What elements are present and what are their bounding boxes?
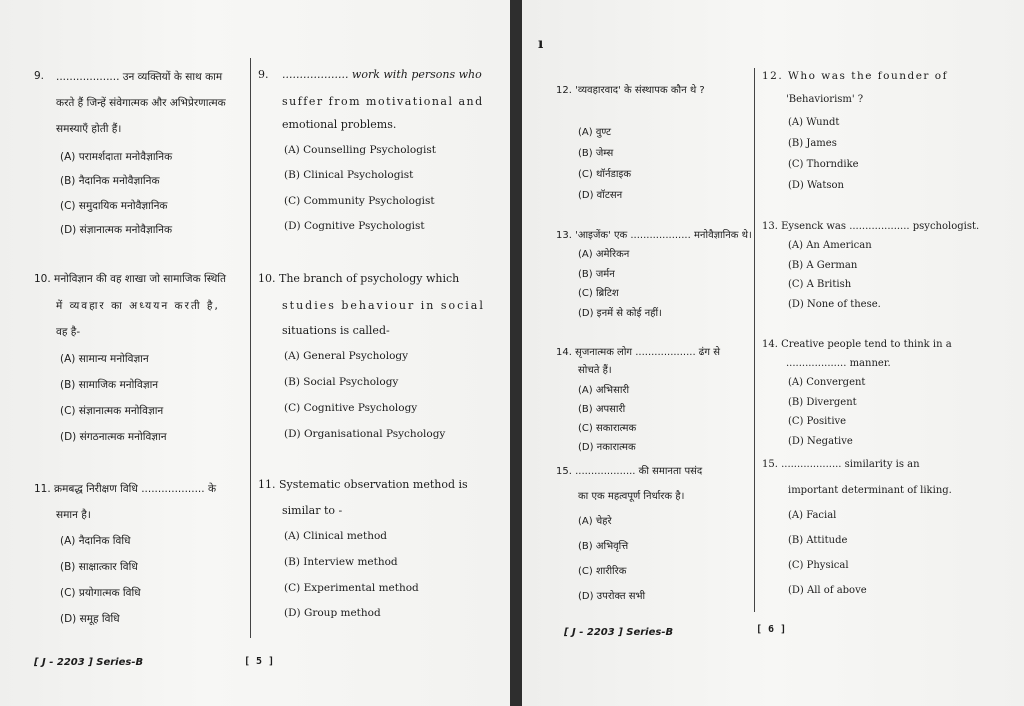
q14-en-option-d: (D) Negative bbox=[788, 436, 853, 447]
q10-hi-line3: वह है- bbox=[56, 326, 81, 338]
right-page bbox=[522, 0, 1024, 706]
q10-en-line3: situations is called- bbox=[282, 324, 390, 337]
q10-en-option-a: (A) General Psychology bbox=[284, 350, 409, 362]
q14-en-line2: ................... manner. bbox=[786, 358, 891, 369]
q15-en-option-c: (C) Physical bbox=[788, 560, 849, 571]
q9-hi-option-a: (A) परामर्शदाता मनोवैज्ञानिक bbox=[60, 151, 173, 163]
q9-hi-line3: समस्याएँ होती हैं। bbox=[56, 123, 122, 135]
q11-en-option-d: (D) Group method bbox=[284, 607, 381, 619]
q14-en-option-c: (C) Positive bbox=[788, 416, 847, 427]
q11-hi-option-b: (B) साक्षात्कार विधि bbox=[60, 561, 138, 573]
q13-hi-option-b: (B) जर्मन bbox=[578, 269, 615, 280]
q15-en-option-d: (D) All of above bbox=[788, 585, 867, 596]
q9-hi-line1: ................... उन व्यक्तियों के साथ काम bbox=[56, 71, 223, 83]
q10-hi-option-a: (A) सामान्य मनोविज्ञान bbox=[60, 353, 149, 365]
q13-en-option-a: (A) An American bbox=[788, 240, 872, 251]
q15-hi-option-c: (C) शारीरिक bbox=[578, 566, 627, 577]
q12-en-option-d: (D) Watson bbox=[788, 180, 844, 191]
q10-hi-option-b: (B) सामाजिक मनोविज्ञान bbox=[60, 379, 159, 391]
q10-hi-line2: में व्यवहार का अध्ययन करती है, bbox=[56, 300, 220, 312]
q11-en-line1: 11. Systematic observation method is bbox=[258, 478, 468, 491]
q11-hi-line2: समान है। bbox=[56, 509, 91, 521]
q13-hi-option-d: (D) इनमें से कोई नहीं। bbox=[578, 308, 662, 319]
q12-hi-option-b: (B) जेम्स bbox=[578, 148, 614, 159]
q9-hi-line2: करते हैं जिन्हें संवेगात्मक और अभिप्रेरणात्मक bbox=[56, 97, 226, 109]
right-page-number: [ 6 ] bbox=[756, 624, 787, 635]
q12-en-line2: 'Behaviorism' ? bbox=[786, 94, 864, 105]
q13-en-option-c: (C) A British bbox=[788, 279, 852, 290]
q11-hi-option-d: (D) समूह विधि bbox=[60, 613, 120, 625]
q11-en-line2: similar to - bbox=[282, 504, 343, 517]
column-divider bbox=[250, 58, 251, 638]
q10-en-option-c: (C) Cognitive Psychology bbox=[284, 402, 418, 414]
q12-en-option-b: (B) James bbox=[788, 138, 837, 149]
q13-hi-option-a: (A) अमेरिकन bbox=[578, 249, 630, 260]
q11-hi-line1: 11. क्रमबद्ध निरीक्षण विधि ................... के bbox=[34, 483, 217, 495]
q15-hi-option-a: (A) चेहरे bbox=[578, 516, 612, 527]
q9-hi-option-d: (D) संज्ञानात्मक मनोवैज्ञानिक bbox=[60, 224, 173, 236]
q11-en-option-b: (B) Interview method bbox=[284, 556, 398, 568]
q10-en-option-d: (D) Organisational Psychology bbox=[284, 428, 446, 440]
q15-hi-option-d: (D) उपरोक्त सभी bbox=[578, 591, 646, 602]
q15-en-option-b: (B) Attitude bbox=[788, 535, 848, 546]
q10-en-line1: 10. The branch of psychology which bbox=[258, 272, 460, 285]
q12-hi-option-d: (D) वॉटसन bbox=[578, 190, 623, 201]
q11-en-option-a: (A) Clinical method bbox=[284, 530, 388, 542]
q9-hi-num: 9. bbox=[34, 70, 45, 82]
q14-hi-option-b: (B) अपसारी bbox=[578, 404, 626, 415]
q15-en-line1: 15. ................... similarity is an bbox=[762, 459, 920, 470]
q15-hi-option-b: (B) अभिवृत्ति bbox=[578, 541, 629, 552]
left-page-number: [ 5 ] bbox=[244, 656, 275, 667]
q9-en-option-c: (C) Community Psychologist bbox=[284, 195, 435, 207]
q13-en-option-d: (D) None of these. bbox=[788, 299, 881, 310]
q11-hi-option-a: (A) नैदानिक विधि bbox=[60, 535, 131, 547]
q9-en-line1: ................... work with persons who bbox=[282, 68, 482, 81]
q13-hi-line1: 13. 'आइजेंक' एक ................... मनोवैज्ञानिक थे। bbox=[556, 230, 752, 241]
q14-en-option-a: (A) Convergent bbox=[788, 377, 866, 388]
q11-hi-option-c: (C) प्रयोगात्मक विधि bbox=[60, 587, 141, 599]
q14-hi-line1: 14. सृजनात्मक लोग ................... ढंग से bbox=[556, 347, 721, 358]
q10-hi-option-d: (D) संगठनात्मक मनोविज्ञान bbox=[60, 431, 167, 443]
q10-hi-line1: 10. मनोविज्ञान की वह शाखा जो सामाजिक स्थिति bbox=[34, 273, 226, 285]
q12-hi-option-c: (C) थॉर्नडाइक bbox=[578, 169, 632, 180]
column-divider-right bbox=[754, 68, 755, 612]
q13-en-line1: 13. Eysenck was ................... psychologist. bbox=[762, 221, 980, 232]
q9-en-option-d: (D) Cognitive Psychologist bbox=[284, 220, 425, 232]
q9-en-line3: emotional problems. bbox=[282, 118, 397, 131]
left-page bbox=[0, 0, 510, 706]
q14-hi-option-c: (C) सकारात्मक bbox=[578, 423, 637, 434]
q9-hi-option-b: (B) नैदानिक मनोवैज्ञानिक bbox=[60, 175, 160, 187]
q14-hi-line2: सोचते हैं। bbox=[578, 365, 612, 376]
left-footer: [ J - 2203 ] Series-B bbox=[34, 657, 144, 668]
q11-en-option-c: (C) Experimental method bbox=[284, 582, 419, 594]
stray-mark: ı bbox=[538, 36, 544, 52]
q15-hi-line1: 15. ................... की समानता पसंद bbox=[556, 466, 703, 477]
q15-en-line2: important determinant of liking. bbox=[788, 485, 952, 496]
q12-en-line1: 12. Who was the founder of bbox=[762, 70, 948, 82]
q15-en-option-a: (A) Facial bbox=[788, 510, 837, 521]
q9-en-line2: suffer from motivational and bbox=[282, 95, 484, 108]
q10-en-line2: studies behaviour in social bbox=[282, 299, 485, 312]
q9-hi-option-c: (C) समुदायिक मनोवैज्ञानिक bbox=[60, 200, 168, 212]
q9-en-num: 9. bbox=[258, 68, 269, 81]
q12-en-option-c: (C) Thorndike bbox=[788, 159, 859, 170]
q9-en-option-a: (A) Counselling Psychologist bbox=[284, 144, 436, 156]
q14-hi-option-a: (A) अभिसारी bbox=[578, 385, 630, 396]
q12-en-option-a: (A) Wundt bbox=[788, 117, 840, 128]
right-footer: [ J - 2203 ] Series-B bbox=[564, 627, 674, 638]
q14-en-option-b: (B) Divergent bbox=[788, 397, 857, 408]
q12-hi-option-a: (A) वुण्ट bbox=[578, 127, 612, 138]
q10-en-option-b: (B) Social Psychology bbox=[284, 376, 399, 388]
q14-hi-option-d: (D) नकारात्मक bbox=[578, 442, 636, 453]
q13-en-option-b: (B) A German bbox=[788, 260, 858, 271]
q12-hi-line1: 12. 'व्यवहारवाद' के संस्थापक कौन थे ? bbox=[556, 85, 705, 96]
q14-en-line1: 14. Creative people tend to think in a bbox=[762, 339, 952, 350]
page-gutter bbox=[510, 0, 522, 706]
q15-hi-line2: का एक महत्वपूर्ण निर्धारक है। bbox=[578, 491, 685, 502]
q13-hi-option-c: (C) ब्रिटिश bbox=[578, 288, 619, 299]
q9-en-option-b: (B) Clinical Psychologist bbox=[284, 169, 414, 181]
q10-hi-option-c: (C) संज्ञानात्मक मनोविज्ञान bbox=[60, 405, 164, 417]
